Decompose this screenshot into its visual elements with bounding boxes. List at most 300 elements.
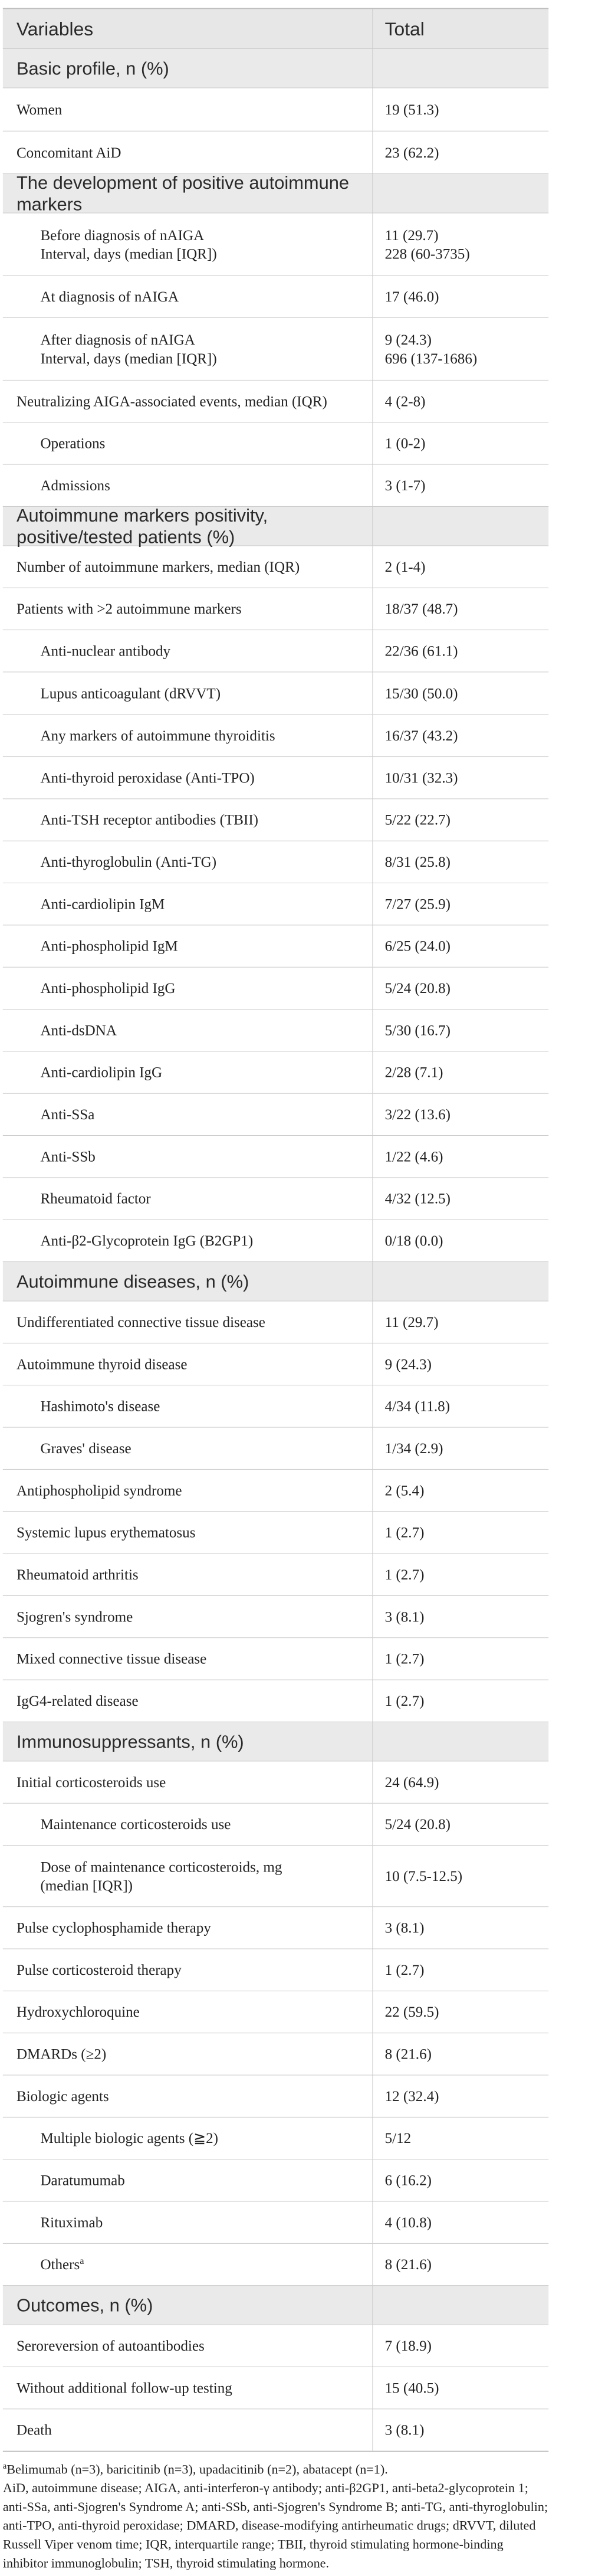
section-header-row (3, 2285, 548, 2325)
label-cell (3, 1136, 373, 1177)
row-value: 5/24 (20.8) (384, 1815, 451, 1833)
row-label-text: Sjogren's syndrome (16, 1608, 133, 1625)
label-cell (3, 1051, 373, 1093)
label-cell (3, 2075, 373, 2116)
label-cell (3, 88, 373, 130)
value-cell (373, 841, 548, 883)
row-sublabel: (median [IQR]) (40, 1877, 133, 1894)
row-value: 4 (10.8) (384, 2214, 432, 2231)
table-row (3, 1135, 548, 1177)
row-label (40, 1439, 359, 1458)
row-value: 7 (18.9) (384, 2337, 432, 2354)
row-value: 5/30 (16.7) (384, 1022, 451, 1039)
label-cell (3, 1991, 373, 2033)
label-cell (3, 132, 373, 173)
row-value: 8 (21.6) (384, 2046, 432, 2063)
row-value: 10/31 (32.3) (384, 769, 458, 786)
value-cell (373, 213, 548, 275)
row-label-text: Mixed connective tissue disease (16, 1650, 207, 1667)
table-row (3, 1051, 548, 1093)
label-cell (3, 715, 373, 756)
row-label (40, 434, 359, 453)
section-title: The development of positive autoimmune markers (3, 174, 373, 213)
row-label-text: Maintenance corticosteroids use (40, 1815, 231, 1833)
table-row (3, 87, 548, 130)
value-cell (373, 2325, 548, 2367)
row-label (17, 1313, 359, 1332)
row-value: 5/22 (22.7) (384, 811, 451, 828)
value-cell (373, 1554, 548, 1595)
value-cell (373, 925, 548, 966)
row-label-text: Anti-thyroglobulin (Anti-TG) (40, 853, 217, 870)
row-label (40, 1815, 359, 1834)
row-value: 1 (2.7) (384, 1961, 425, 1978)
row-label (40, 1231, 359, 1250)
value-cell (373, 883, 548, 925)
label-cell (3, 883, 373, 925)
row-label-text: Anti-SSa (40, 1106, 95, 1123)
label-cell (3, 1846, 373, 1906)
value-cell (373, 132, 548, 173)
label-cell (3, 2325, 373, 2367)
value-cell (373, 422, 548, 464)
table-header-row (3, 9, 548, 48)
row-label-text: DMARDs (≥2) (16, 2046, 107, 2063)
row-label-text: After diagnosis of nAIGA (40, 331, 195, 348)
footnote-marker: a (2, 2462, 7, 2471)
row-label-text: Others (40, 2256, 80, 2273)
table-row (3, 1680, 548, 1722)
row-label (17, 2421, 359, 2440)
row-label-text: Initial corticosteroids use (16, 1774, 166, 1791)
row-label (17, 1692, 359, 1710)
row-value: 19 (51.3) (384, 101, 439, 118)
label-cell (3, 799, 373, 840)
row-label-text: Concomitant AiD (16, 144, 121, 161)
value-cell (373, 1428, 548, 1469)
table-row (3, 756, 548, 798)
row-label (17, 2087, 359, 2106)
value-cell (373, 1596, 548, 1637)
table-row (3, 1845, 548, 1906)
table-footnotes (3, 2460, 548, 2572)
row-value: 5/24 (20.8) (384, 979, 451, 997)
row-label-text: Anti-thyroid peroxidase (Anti-TPO) (40, 769, 255, 786)
section-total-cell (373, 49, 548, 88)
label-cell (3, 630, 373, 671)
table-row (3, 1761, 548, 1802)
row-label-text: Anti-β2-Glycoprotein IgG (B2GP1) (40, 1232, 254, 1249)
row-label-text: Anti-TSH receptor antibodies (TBII) (40, 811, 259, 828)
row-label-text: Anti-cardiolipin IgM (40, 896, 165, 913)
row-label-text: Any markers of autoimmune thyroiditis (40, 727, 275, 744)
row-label-text: Anti-phospholipid IgG (40, 979, 176, 997)
section-title: Outcomes, n (%) (3, 2286, 373, 2325)
label-cell (3, 841, 373, 883)
table-row (3, 1554, 548, 1595)
value-cell (373, 1804, 548, 1845)
row-label-text: Death (16, 2421, 52, 2439)
row-label (40, 726, 359, 745)
value-cell (373, 1907, 548, 1948)
row-label (40, 641, 359, 660)
table-row (3, 715, 548, 756)
row-label-text: Anti-cardiolipin IgG (40, 1064, 163, 1081)
row-label (17, 2336, 359, 2355)
footnote-a-text: Belimumab (n=3), baricitinib (n=3), upadacitinib (n=2), abatacept (n=1). (6, 2462, 388, 2477)
abbreviations-note: AiD, autoimmune disease; AIGA, anti-interferon-γ antibody; anti-β2GP1, anti-beta2-glycoprotein 1; anti-SSa, anti-Sjogren's Syndrome A; anti-SSb, anti-Sjogren's Syndrome B; anti-TG, anti-thyroglobulin; anti-TPO, anti-thyroid peroxidase; DMARD, disease-modifying antirheumatic drugs; dRVVT, diluted Russell Viper venom time; IQR, interquartile range; TBII, thyroid stimulating hormone-binding inhibitor immunoglobulin; TSH, thyroid stimulating hormone. (2, 2480, 548, 2571)
row-value: 12 (32.4) (384, 2087, 439, 2105)
value-cell (373, 1343, 548, 1385)
row-value: 8 (21.6) (384, 2256, 432, 2273)
label-cell (3, 465, 373, 506)
section-title: Autoimmune diseases, n (%) (3, 1262, 373, 1301)
label-cell (3, 1638, 373, 1679)
row-label (17, 143, 359, 162)
table-row (3, 1595, 548, 1637)
footnote-marker: a (80, 2255, 84, 2266)
section-title: Autoimmune markers positivity, positive/tested patients (%) (3, 507, 373, 546)
value-cell (373, 1638, 548, 1679)
row-value: 2 (5.4) (384, 1482, 425, 1499)
value-cell (373, 1136, 548, 1177)
label-cell (3, 381, 373, 422)
row-label (40, 2213, 359, 2232)
row-label (40, 330, 359, 349)
section-header-row (3, 48, 548, 88)
section-title: Basic profile, n (%) (3, 49, 373, 88)
table-row (3, 1427, 548, 1469)
table-row (3, 464, 548, 506)
row-value: 15/30 (50.0) (384, 685, 458, 702)
row-subvalue: 696 (137-1686) (384, 350, 478, 367)
table-row (3, 1511, 548, 1553)
row-label-text: Hashimoto's disease (40, 1398, 160, 1415)
label-cell (3, 1596, 373, 1637)
row-label (40, 684, 359, 703)
table-row (3, 925, 548, 966)
label-cell (3, 2244, 373, 2285)
value-cell (373, 1385, 548, 1427)
row-label-text: Anti-phospholipid IgM (40, 938, 178, 955)
row-value: 3 (1-7) (384, 477, 426, 494)
row-label-text: Biologic agents (16, 2087, 109, 2105)
row-label (40, 1857, 359, 1876)
row-value: 18/37 (48.7) (384, 600, 458, 617)
table-row (3, 1803, 548, 1845)
table-row (3, 1637, 548, 1679)
table-row (3, 2408, 548, 2450)
row-label (40, 476, 359, 495)
value-cell (373, 630, 548, 671)
table-row (3, 1009, 548, 1051)
table-row (3, 1385, 548, 1427)
row-value: 22 (59.5) (384, 2004, 439, 2020)
label-cell (3, 1220, 373, 1261)
row-value: 23 (62.2) (384, 144, 439, 161)
table-row (3, 2159, 548, 2201)
row-label (40, 894, 359, 913)
row-label (40, 1063, 359, 1082)
table-row (3, 630, 548, 671)
label-cell (3, 546, 373, 587)
value-cell (373, 799, 548, 840)
row-value: 8/31 (25.8) (384, 853, 451, 870)
row-label-text: Anti-dsDNA (40, 1022, 117, 1039)
value-cell (373, 672, 548, 714)
row-label-text: Antiphospholipid syndrome (16, 1482, 182, 1499)
row-label-text: IgG4-related disease (16, 1692, 139, 1709)
section-header-row (3, 1722, 548, 1761)
row-value: 1 (0-2) (384, 435, 426, 452)
table-row (3, 841, 548, 883)
value-cell (373, 757, 548, 798)
label-cell (3, 1680, 373, 1722)
table-row (3, 588, 548, 630)
value-cell (373, 465, 548, 506)
label-cell (3, 1804, 373, 1845)
results-table (3, 8, 548, 2452)
value-cell (373, 2201, 548, 2243)
label-cell (3, 2159, 373, 2201)
row-label (40, 1105, 359, 1124)
label-cell (3, 2201, 373, 2243)
row-value: 15 (40.5) (384, 2380, 439, 2397)
label-cell (3, 213, 373, 275)
row-value: 24 (64.9) (384, 1774, 439, 1791)
row-value: 1 (2.7) (384, 1524, 425, 1541)
table-row (3, 2201, 548, 2243)
value-cell (373, 1470, 548, 1511)
table-row (3, 2117, 548, 2159)
value-cell (373, 381, 548, 422)
value-cell (373, 715, 548, 756)
row-value: 1/22 (4.6) (384, 1148, 443, 1165)
table-row (3, 1093, 548, 1135)
row-value: 5/12 (384, 2130, 412, 2146)
header-variables: Variables (3, 9, 373, 48)
row-value: 4 (2-8) (384, 393, 426, 410)
row-label-text: At diagnosis of nAIGA (40, 288, 179, 305)
row-label (17, 392, 359, 411)
row-label-text: Autoimmune thyroid disease (16, 1356, 188, 1373)
section-header-row (3, 1261, 548, 1301)
value-cell (373, 276, 548, 317)
row-label-text: Without additional follow-up testing (16, 2380, 232, 2397)
row-label (40, 2129, 359, 2148)
value-cell (373, 1302, 548, 1343)
row-value: 0/18 (0.0) (384, 1232, 443, 1249)
row-label-text: Dose of maintenance corticosteroids, mg (40, 1858, 282, 1875)
row-label (40, 287, 359, 306)
label-cell (3, 2033, 373, 2074)
row-label (40, 225, 359, 244)
section-title: Immunosuppressants, n (%) (3, 1722, 373, 1761)
row-label-text: Pulse cyclophosphamide therapy (16, 1919, 211, 1936)
row-label-text: Patients with >2 autoimmune markers (16, 600, 242, 617)
row-value: 2/28 (7.1) (384, 1064, 443, 1081)
row-label (40, 1397, 359, 1415)
label-cell (3, 1554, 373, 1595)
row-value: 1/34 (2.9) (384, 1440, 443, 1457)
row-label (17, 1565, 359, 1584)
table-row (3, 545, 548, 587)
row-label (17, 1961, 359, 1979)
row-value: 6 (16.2) (384, 2172, 432, 2189)
row-label (40, 1021, 359, 1040)
row-value: 17 (46.0) (384, 288, 439, 305)
section-total-cell (373, 2286, 548, 2325)
value-cell (373, 88, 548, 130)
row-label-text: Systemic lupus erythematosus (16, 1524, 196, 1541)
label-cell (3, 1512, 373, 1553)
row-label-text: Women (16, 101, 63, 118)
table-row (3, 380, 548, 422)
row-label-text: Before diagnosis of nAIGA (40, 227, 205, 244)
label-cell (3, 2367, 373, 2408)
row-subvalue: 228 (60-3735) (384, 245, 470, 262)
table-row (3, 1949, 548, 1991)
row-label (17, 1523, 359, 1542)
table-row (3, 1469, 548, 1511)
table-row (3, 2367, 548, 2408)
table-row (3, 1991, 548, 2033)
row-label-text: Rituximab (40, 2214, 103, 2231)
row-value: 2 (1-4) (384, 558, 426, 575)
row-label-text: Multiple biologic agents (≧2) (40, 2130, 218, 2146)
table-row (3, 2325, 548, 2367)
row-value: 3/22 (13.6) (384, 1106, 451, 1123)
row-label-text: Pulse corticosteroid therapy (16, 1961, 182, 1978)
value-cell (373, 1178, 548, 1219)
row-label (17, 558, 359, 576)
row-sublabel: Interval, days (median [IQR]) (40, 245, 217, 262)
row-label-text: Daratumumab (40, 2172, 125, 2189)
row-label-text: Lupus anticoagulant (dRVVT) (40, 685, 221, 702)
label-cell (3, 968, 373, 1009)
table-row (3, 2033, 548, 2074)
value-cell (373, 588, 548, 630)
table-row (3, 967, 548, 1009)
value-cell (373, 1846, 548, 1906)
row-value: 6/25 (24.0) (384, 938, 451, 955)
table-row (3, 671, 548, 714)
row-label-text: Seroreversion of autoantibodies (16, 2337, 205, 2354)
value-cell (373, 2075, 548, 2116)
row-label (17, 1649, 359, 1668)
row-label (17, 1481, 359, 1500)
row-label (40, 2171, 359, 2190)
label-cell (3, 1428, 373, 1469)
section-total-cell (373, 507, 548, 546)
row-label-text: Neutralizing AIGA-associated events, median (IQR) (16, 393, 327, 410)
row-label (40, 979, 359, 998)
label-cell (3, 1470, 373, 1511)
label-cell (3, 1907, 373, 1948)
row-value: 1 (2.7) (384, 1566, 425, 1583)
row-value: 16/37 (43.2) (384, 727, 458, 744)
label-cell (3, 588, 373, 630)
label-cell (3, 1761, 373, 1802)
value-cell (373, 1761, 548, 1802)
table-row (3, 1343, 548, 1385)
table-row (3, 1177, 548, 1219)
row-value: 11 (29.7) (384, 227, 439, 244)
table-row (3, 2243, 548, 2285)
table-row (3, 1220, 548, 1261)
row-label-text: Number of autoimmune markers, median (IQR) (16, 558, 300, 575)
row-label-text: Undifferentiated connective tissue disease (16, 1313, 265, 1330)
section-header-row (3, 506, 548, 546)
row-value: 4/34 (11.8) (384, 1398, 451, 1415)
table-row (3, 883, 548, 925)
label-cell (3, 1385, 373, 1427)
section-total-cell (373, 174, 548, 213)
row-sublabel: Interval, days (median [IQR]) (40, 350, 217, 367)
row-label (17, 1607, 359, 1626)
row-label-text: Rheumatoid factor (40, 1190, 151, 1207)
value-cell (373, 2367, 548, 2408)
value-cell (373, 1680, 548, 1722)
row-label (17, 599, 359, 618)
label-cell (3, 925, 373, 966)
row-value: 1 (2.7) (384, 1692, 425, 1709)
row-label (17, 1918, 359, 1937)
row-value: 3 (8.1) (384, 1608, 425, 1625)
value-cell (373, 1949, 548, 1990)
row-value: 9 (24.3) (384, 1356, 432, 1373)
row-label (40, 1189, 359, 1208)
row-label (17, 100, 359, 119)
header-total: Total (384, 18, 425, 40)
label-cell (3, 672, 373, 714)
value-cell (373, 1220, 548, 1261)
value-cell (373, 968, 548, 1009)
value-cell (373, 2118, 548, 2159)
row-label-text: Hydroxychloroquine (16, 2004, 140, 2020)
row-value: 9 (24.3) (384, 331, 432, 348)
value-cell (373, 2033, 548, 2074)
row-value: 22/36 (61.1) (384, 643, 458, 660)
row-label-text: Anti-nuclear antibody (40, 643, 171, 660)
row-value: 3 (8.1) (384, 2421, 425, 2439)
label-cell (3, 1343, 373, 1385)
row-label (40, 811, 359, 830)
row-value: 11 (29.7) (384, 1313, 439, 1330)
value-cell (373, 1051, 548, 1093)
row-label (17, 2044, 359, 2063)
row-label-text: Operations (40, 435, 106, 452)
table-row (3, 1906, 548, 1948)
table-row (3, 798, 548, 840)
label-cell (3, 1302, 373, 1343)
row-label (40, 768, 359, 787)
value-cell (373, 318, 548, 380)
section-header-row (3, 173, 548, 213)
row-label-text: Graves' disease (40, 1440, 131, 1457)
label-cell (3, 318, 373, 380)
row-label (40, 1147, 359, 1166)
value-cell (373, 546, 548, 587)
label-cell (3, 2409, 373, 2450)
value-cell (373, 2159, 548, 2201)
row-label (17, 2378, 359, 2397)
label-cell (3, 1949, 373, 1990)
table-row (3, 1301, 548, 1343)
row-value: 10 (7.5-12.5) (384, 1867, 463, 1885)
table-row (3, 213, 548, 276)
label-cell (3, 1094, 373, 1135)
